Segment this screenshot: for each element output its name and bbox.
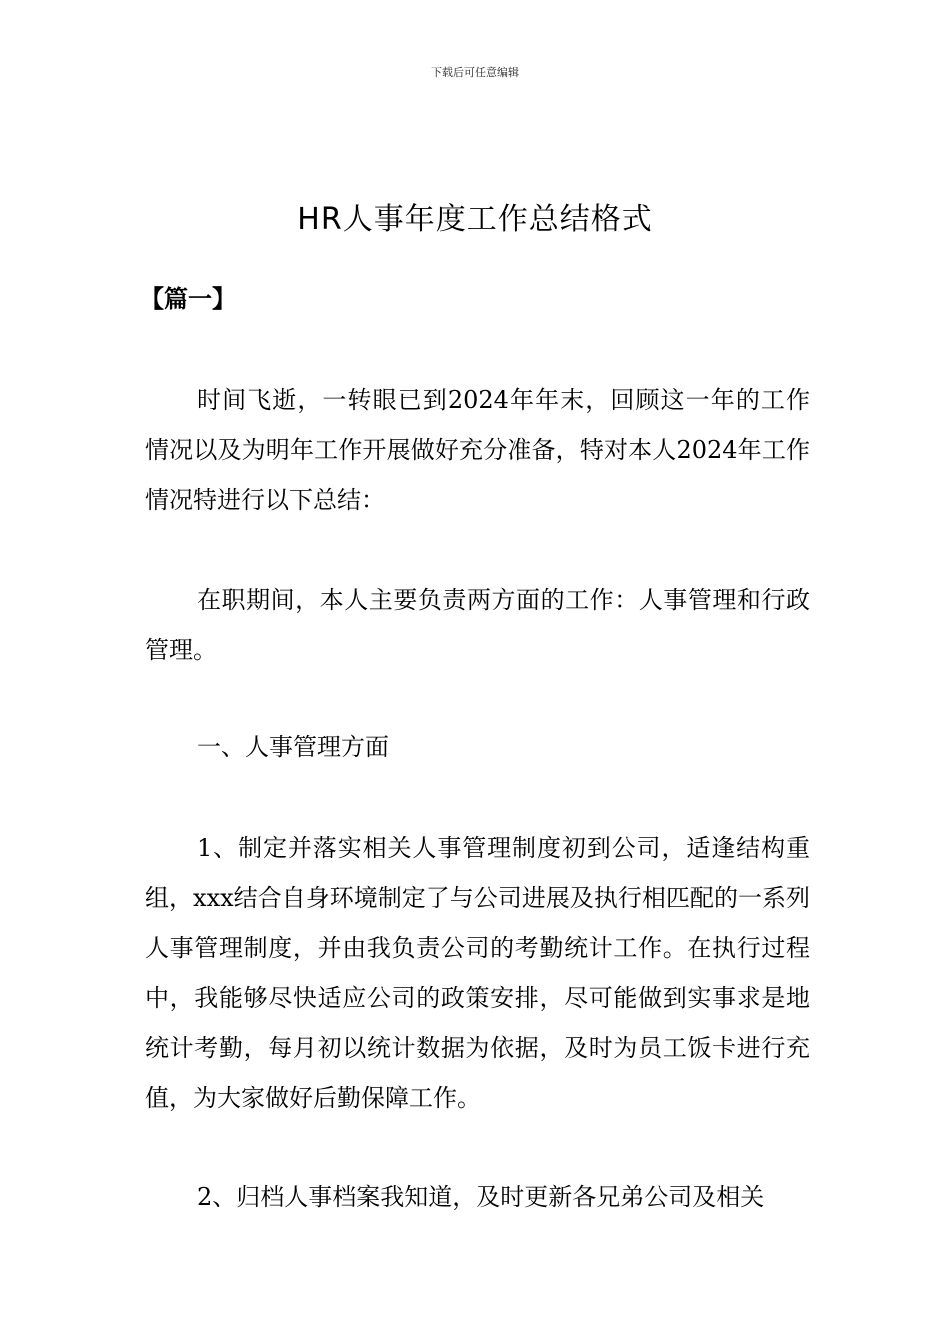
section-heading-hr-management: 一、人事管理方面 (197, 733, 389, 761)
paragraph-item-1: 1、制定并落实相关人事管理制度初到公司，适逢结构重组，xxx结合自身环境制定了与公司进展及执行相匹配的一系列人事管理制度，并由我负责公司的考勤统计工作。在执行过程中，我能够尽快适应公司的政策安排，尽可能做到实事求是地统计考勤，每月初以统计数据为依据，及时为员工饭卡进行充值，为大家做好后勤保障工作。 (145, 834, 810, 1112)
paragraph-responsibilities: 在职期间，本人主要负责两方面的工作：人事管理和行政管理。 (145, 586, 810, 664)
page-header-note: 下载后可任意编辑 (431, 66, 519, 79)
paragraph-item-2: 2、归档人事档案我知道，及时更新各兄弟公司及相关 (197, 1183, 765, 1211)
paragraph-intro: 时间飞逝，一转眼已到2024年年末，回顾这一年的工作情况以及为明年工作开展做好充分准备，特对本人2024年工作情况特进行以下总结： (145, 386, 810, 514)
section-label: 【篇一】 (140, 284, 236, 313)
document-title: HR人事年度工作总结格式 (297, 202, 653, 238)
